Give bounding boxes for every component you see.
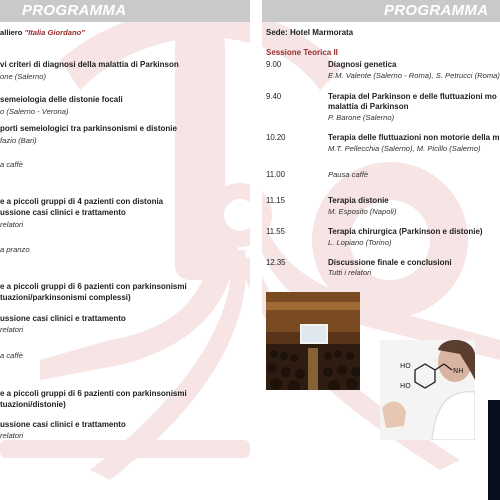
svg-text:NH: NH [453,367,464,375]
right-band-title: PROGRAMMA [384,2,489,19]
left-item-8-speaker: relatori [0,431,24,440]
left-item-3-speaker: fazio (Bari) [0,136,37,145]
left-item-6-speaker: relatori [0,325,24,334]
left-item-8-title: ussione casi clinici e trattamento [0,420,126,429]
right-item-2-title2: malattia di Parkinson [328,102,409,111]
right-time-3: 10.20 [266,133,286,142]
right-item-6-title: Terapia chirurgica (Parkinson e distonie) [328,227,483,236]
right-item-3-title: Terapia delle fluttuazioni non motorie della m [328,133,500,142]
left-lunch: a pranzo [0,245,30,254]
right-time-1: 9.00 [266,60,282,69]
left-venue-header [0,28,85,37]
venue-label: Sede: Hotel Marmorata [266,28,354,37]
right-item-5-speaker: M. Esposito (Napoli) [328,207,397,216]
right-item-1-title: Diagnosi genetica [328,60,397,69]
dark-tech-photo [488,400,500,500]
right-item-7-speaker: Tutti i relatori [328,268,372,277]
left-item-2-title: semeiologia delle distonie focali [0,95,123,104]
left-break-1: a caffè [0,160,23,169]
right-time-4: 11.00 [266,170,285,179]
right-item-1-speaker: E.M. Valente (Salerno - Roma), S. Petrucci (Roma) [328,71,500,80]
page-gutter [250,0,262,500]
svg-text:HO: HO [400,362,411,370]
right-time-7: 12.35 [266,258,286,267]
right-break: Pausa caffè [328,170,369,179]
right-item-6-speaker: L. Lopiano (Torino) [328,238,392,247]
left-item-1-speaker: one (Salerno) [0,72,47,81]
left-venue-name: "Italia Giordano" [24,28,85,37]
left-item-3-title: porti semeiologici tra parkinsonismi e distonie [0,124,177,133]
svg-text:HO: HO [400,382,411,390]
left-item-5-title: e a piccoli gruppi di 6 pazienti con parkinsonismi [0,282,187,291]
left-item-5-title2: tuazioni/parkinsonismi complessi) [0,293,131,302]
right-item-2-speaker: P. Barone (Salerno) [328,113,395,122]
left-band-title: PROGRAMMA [22,2,127,19]
session-title: Sessione Teorica II [266,48,338,57]
left-header-band [0,0,250,22]
left-item-4-speaker: relatori [0,220,24,229]
scientist-molecule-photo [380,340,475,440]
left-item-7-title2: tuazioni/distonie) [0,400,66,409]
right-time-2: 9.40 [266,92,282,101]
conference-hall-photo [266,292,360,390]
right-item-2-title: Terapia del Parkinson e delle fluttuazioni mo [328,92,497,101]
right-item-3-speaker: M.T. Pellecchia (Salerno), M. Picillo (Salerno) [328,144,481,153]
left-break-2: a caffè [0,351,23,360]
right-time-5: 11.15 [266,196,285,205]
left-item-7-title: e a piccoli gruppi di 6 pazienti con parkinsonismi [0,389,187,398]
right-item-5-title: Terapia distonie [328,196,389,205]
left-item-1-title: vi criteri di diagnosi della malattia di Parkinson [0,60,179,69]
left-venue-prefix: alliero [0,28,25,37]
left-item-4-title: e a piccoli gruppi di 4 pazienti con distonia [0,197,164,206]
left-item-2-speaker: o (Salerno - Verona) [0,107,69,116]
right-header-band [262,0,500,22]
right-time-6: 11.55 [266,227,285,236]
left-item-4-title2: ussione casi clinici e trattamento [0,208,126,217]
left-item-6-title: ussione casi clinici e trattamento [0,314,126,323]
right-item-7-title: Discussione finale e conclusioni [328,258,452,267]
